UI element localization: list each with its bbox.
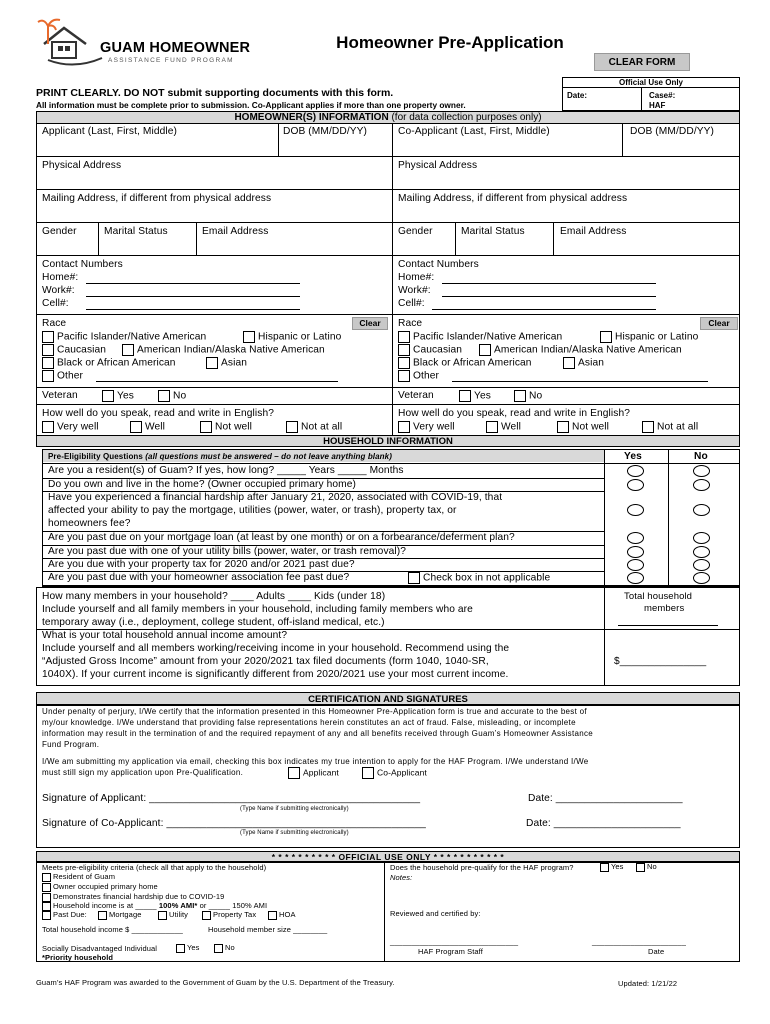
perjury-text: Under penalty of perjury, I/We certify that the information presented in this Homeowner Pre-Application form is true and accurate to the best of — [42, 707, 587, 716]
total-members-label-2: members — [644, 603, 685, 614]
co-cell-phone-field[interactable] — [432, 309, 656, 310]
staff-label: HAF Program Staff — [418, 947, 483, 956]
type-name-note: (Type Name if submitting electronically) — [240, 806, 349, 812]
applicant-signature-field[interactable]: Signature of Applicant: _______________________________________________ — [42, 793, 421, 804]
income-amount-field[interactable]: $_______________ — [614, 656, 707, 667]
coapplicant-label: Co-Applicant (Last, First, Middle) — [398, 126, 550, 137]
guam-haf-logo — [34, 14, 264, 70]
coapplicant-date-field[interactable]: Date: ______________________ — [526, 818, 681, 829]
prequalify-yes[interactable]: Yes — [600, 862, 624, 872]
race-option[interactable]: American Indian/Alaska Native American — [122, 344, 325, 356]
resident-no-radio[interactable] — [693, 465, 710, 477]
home-phone-label: Home#: — [42, 272, 79, 283]
co-race-option[interactable]: Caucasian — [398, 344, 462, 356]
co-english-question: How well do you speak, read and write in English? — [398, 408, 630, 419]
veteran-no[interactable]: No — [158, 390, 186, 402]
owner-yes-radio[interactable] — [627, 479, 644, 491]
date-label: Date: — [567, 91, 588, 100]
co-physical-address-label: Physical Address — [398, 160, 478, 171]
co-work-phone-label: Work#: — [398, 285, 431, 296]
co-email-label: Email Address — [560, 226, 627, 237]
work-phone-label: Work#: — [42, 285, 75, 296]
resident-yes-radio[interactable] — [627, 465, 644, 477]
owner-no-radio[interactable] — [693, 479, 710, 491]
co-veteran-no[interactable]: No — [514, 390, 542, 402]
question-property-tax: Are you due with your property tax for 2020 and/or 2021 past due? — [48, 559, 355, 570]
applicant-date-field[interactable]: Date: ______________________ — [528, 793, 683, 804]
hardship-no-radio[interactable] — [693, 504, 710, 516]
english-question: How well do you speak, read and write in English? — [42, 408, 274, 419]
case-label: Case#: — [649, 91, 676, 100]
co-race-option[interactable]: Pacific Islander/Native American — [398, 331, 562, 343]
household-heading: HOUSEHOLD INFORMATION — [36, 435, 740, 447]
race-option[interactable]: Hispanic or Latino — [243, 331, 341, 343]
co-gender-label: Gender — [398, 226, 433, 237]
tax-yes-radio[interactable] — [627, 559, 644, 571]
veteran-label: Veteran — [42, 390, 78, 401]
prequalify-question: Does the household pre-qualify for the HAF program? — [390, 863, 574, 872]
perjury-text-4: Fund Program. — [42, 740, 100, 749]
english-option[interactable]: Very well — [42, 421, 99, 433]
english-option[interactable]: Not at all — [286, 421, 342, 433]
cell-phone-label: Cell#: — [42, 298, 69, 309]
staff-date-line[interactable]: ______________________ — [592, 937, 686, 946]
co-cell-phone-label: Cell#: — [398, 298, 425, 309]
coapplicant-dob-label: DOB (MM/DD/YY) — [630, 126, 715, 137]
co-veteran-yes[interactable]: Yes — [459, 390, 491, 402]
certification-heading: CERTIFICATION AND SIGNATURES — [36, 692, 740, 705]
members-question: How many members in your household? ____ Adults ____ Kids (under 18) — [42, 591, 386, 602]
official-use-box — [562, 77, 740, 111]
question-hardship: Have you experienced a financial hardship after January 21, 2020, associated with COVID-19, that — [48, 492, 503, 503]
tax-no-radio[interactable] — [693, 559, 710, 571]
income-note-3: 1040X). If your current income is significantly different from 2020/2021 use your most current income. — [42, 669, 509, 680]
footer-award-note: Guam’s HAF Program was awarded to the Government of Guam by the U.S. Department of the Treasury. — [36, 978, 395, 987]
member-size-field[interactable]: Household member size ________ — [208, 925, 328, 934]
question-hardship-3: homeowners fee? — [48, 518, 131, 529]
total-members-field[interactable] — [618, 625, 718, 626]
co-english-option[interactable]: Very well — [398, 421, 455, 433]
applicant-label: Applicant (Last, First, Middle) — [42, 126, 178, 137]
question-resident: Are you a resident(s) of Guam? If yes, how long? _____ Years _____ Months — [48, 465, 404, 476]
co-mailing-address-label: Mailing Address, if different from physical address — [398, 193, 628, 204]
race-option-other[interactable]: Other — [42, 370, 83, 382]
co-race-option[interactable]: Hispanic or Latino — [600, 331, 698, 343]
co-race-option[interactable]: Black or African American — [398, 357, 532, 369]
co-english-option[interactable]: Not at all — [642, 421, 698, 433]
mortgage-yes-radio[interactable] — [627, 532, 644, 544]
co-work-phone-field[interactable] — [442, 296, 656, 297]
criteria-resident[interactable]: Resident of Guam — [42, 872, 115, 882]
perjury-text-3: information may result in the termination of and the required repayment of any and all benefits received through Guam’s Homeowner Assistance — [42, 729, 594, 738]
prequalify-no[interactable]: No — [636, 862, 657, 872]
staff-date-label: Date — [648, 947, 665, 956]
hoa-no-radio[interactable] — [693, 572, 710, 584]
co-race-other-field[interactable] — [452, 381, 708, 382]
type-name-note-2: (Type Name if submitting electronically) — [240, 830, 349, 836]
mailing-address-label: Mailing Address, if different from physical address — [42, 193, 272, 204]
race-option[interactable]: Asian — [206, 357, 247, 369]
criteria-income[interactable]: Household income is at _____ 100% AMI* or _____ 150% AMI — [42, 901, 267, 911]
logo-subtext: ASSISTANCE FUND PROGRAM — [108, 57, 234, 64]
applicant-dob-label: DOB (MM/DD/YY) — [283, 126, 368, 137]
race-option[interactable]: Black or African American — [42, 357, 176, 369]
socially-disadvantaged-label: Socially Disadvantaged Individual — [42, 944, 158, 953]
official-use-label: Official Use Only — [563, 78, 739, 88]
pre-eligibility-heading: Pre-Eligibility Questions (all questions must be answered – do not leave anything blank) — [48, 452, 392, 461]
co-marital-label: Marital Status — [461, 226, 525, 237]
past-due-mortgage[interactable]: Mortgage — [98, 910, 142, 920]
race-option[interactable]: Pacific Islander/Native American — [42, 331, 206, 343]
question-hoa: Are you past due with your homeowner association fee past due? — [48, 572, 350, 583]
haf-label: HAF — [649, 101, 666, 110]
no-column-label: No — [694, 451, 708, 462]
members-note-2: temporary away (i.e., deployment, college student, off-island medical, etc.) — [42, 617, 385, 628]
clear-form-button[interactable]: CLEAR FORM — [594, 53, 690, 71]
reviewed-label: Reviewed and certified by: — [390, 909, 481, 918]
co-english-option[interactable]: Not well — [557, 421, 609, 433]
total-income-field[interactable]: Total household income $ ____________ — [42, 925, 183, 934]
past-due-property-tax[interactable]: Property Tax — [202, 910, 256, 920]
hardship-yes-radio[interactable] — [627, 504, 644, 516]
criteria-owner[interactable]: Owner occupied primary home — [42, 882, 158, 892]
criteria-past-due: Past Due: — [42, 910, 87, 920]
yes-column-label: Yes — [624, 451, 642, 462]
english-option[interactable]: Not well — [200, 421, 252, 433]
co-race-clear-button[interactable]: Clear — [700, 317, 738, 330]
past-due-hoa[interactable]: HOA — [268, 910, 296, 920]
socially-yes[interactable]: Yes — [176, 943, 200, 953]
co-race-option[interactable]: Asian — [563, 357, 604, 369]
marital-label: Marital Status — [104, 226, 168, 237]
email-applicant-checkbox[interactable]: Applicant — [288, 767, 339, 779]
utility-no-radio[interactable] — [693, 546, 710, 558]
homeowners-heading: HOMEOWNER(S) INFORMATION (for data collection purposes only) — [37, 112, 739, 123]
members-note: Include yourself and all family members in your household, including family members who are — [42, 604, 473, 615]
contact-label: Contact Numbers — [42, 259, 123, 270]
email-coapplicant-checkbox[interactable]: Co-Applicant — [362, 767, 427, 779]
question-mortgage: Are you past due on your mortgage loan (at least by one month) or on a forbearance/deferment plan? — [48, 532, 515, 543]
criteria-hardship[interactable]: Demonstrates financial hardship due to COVID-19 — [42, 892, 224, 902]
official-use-heading: * * * * * * * * * * OFFICIAL USE ONLY * * * * * * * * * * * — [36, 851, 740, 862]
gender-label: Gender — [42, 226, 77, 237]
english-option[interactable]: Well — [130, 421, 165, 433]
co-race-label: Race — [398, 318, 423, 329]
priority-household-note: *Priority household — [42, 953, 114, 962]
total-members-label: Total household — [624, 591, 693, 602]
co-veteran-label: Veteran — [398, 390, 434, 401]
home-phone-field[interactable] — [86, 283, 300, 284]
mortgage-no-radio[interactable] — [693, 532, 710, 544]
veteran-yes[interactable]: Yes — [102, 390, 134, 402]
socially-no[interactable]: No — [214, 943, 235, 953]
hoa-not-applicable[interactable]: Check box in not applicable — [408, 572, 550, 584]
co-home-phone-label: Home#: — [398, 272, 435, 283]
income-note-2: “Adjusted Gross Income” amount from your 2020/2021 tax filed documents (form 1040, 1040-SR, — [42, 656, 489, 667]
race-other-field[interactable] — [96, 381, 338, 382]
meets-criteria-label: Meets pre-eligibility criteria (check all that apply to the household) — [42, 863, 267, 872]
question-hardship-2: affected your ability to pay the mortgage, utilities (power, water, or trash), property tax, or — [48, 505, 457, 516]
coapplicant-signature-field[interactable]: Signature of Co-Applicant: _____________________________________________ — [42, 818, 426, 829]
perjury-text-2: my/our knowledge. I/We understand that providing false representations herein constitutes an act of fraud. False, misleading, or incomplete — [42, 718, 576, 727]
print-clearly-note: PRINT CLEARLY. DO NOT submit supporting documents with this form. — [36, 87, 394, 99]
past-due-utility[interactable]: Utility — [158, 910, 188, 920]
email-label: Email Address — [202, 226, 269, 237]
co-home-phone-field[interactable] — [442, 283, 656, 284]
email-submit-text-2: must still sign my application upon Pre-Qualification. — [42, 768, 244, 777]
race-clear-button[interactable]: Clear — [352, 317, 388, 330]
co-contact-label: Contact Numbers — [398, 259, 479, 270]
co-english-option[interactable]: Well — [486, 421, 521, 433]
race-label: Race — [42, 318, 67, 329]
co-race-option[interactable]: American Indian/Alaska Native American — [479, 344, 682, 356]
work-phone-field[interactable] — [86, 296, 300, 297]
cell-phone-field[interactable] — [86, 309, 300, 310]
all-info-note: All information must be complete prior to submission. Co-Applicant applies if more than one property owner. — [36, 100, 466, 110]
utility-yes-radio[interactable] — [627, 546, 644, 558]
email-submit-text: I/We am submitting my application via email, checking this box indicates my true intention to apply for the HAF Program. I/We understand I/We — [42, 757, 589, 766]
staff-signature-line[interactable]: ______________________________ — [390, 937, 519, 946]
question-utility: Are you past due with one of your utility bills (power, water, or trash removal)? — [48, 546, 407, 557]
race-option[interactable]: Caucasian — [42, 344, 106, 356]
income-question: What is your total household annual income amount? — [42, 630, 288, 641]
logo-text: GUAM HOMEOWNER — [100, 40, 251, 56]
question-owner-occupied: Do you own and live in the home? (Owner occupied primary home) — [48, 479, 357, 490]
form-title: Homeowner Pre-Application — [336, 33, 564, 52]
income-note: Include yourself and all members working/receiving income in your household. Recommend using the — [42, 643, 510, 654]
physical-address-label: Physical Address — [42, 160, 122, 171]
hoa-yes-radio[interactable] — [627, 572, 644, 584]
co-race-option-other[interactable]: Other — [398, 370, 439, 382]
notes-label: Notes: — [390, 873, 413, 882]
updated-date: Updated: 1/21/22 — [618, 979, 678, 988]
